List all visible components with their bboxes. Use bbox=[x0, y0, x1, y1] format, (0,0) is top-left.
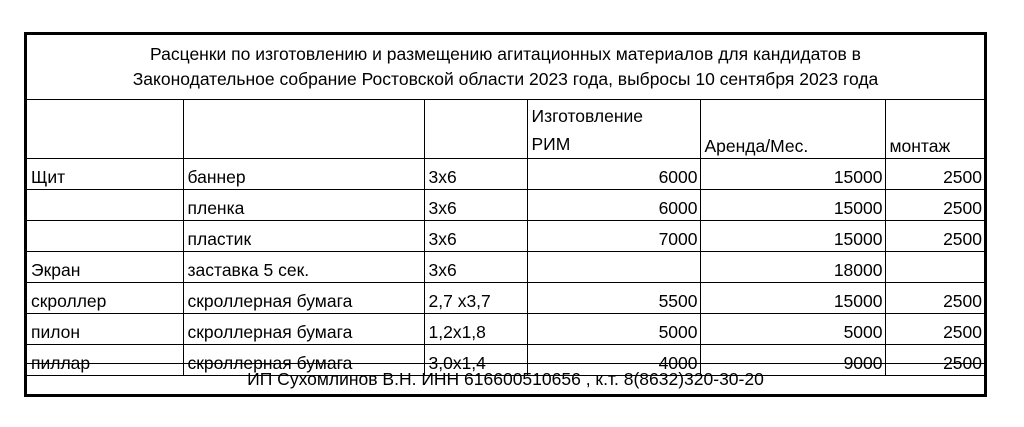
cell-material: скроллерная бумага bbox=[183, 283, 424, 314]
cell-mounting: 2500 bbox=[885, 345, 984, 376]
cell-type bbox=[27, 190, 183, 221]
table-row bbox=[27, 159, 984, 190]
sheet-title bbox=[27, 35, 984, 100]
cell-mounting: 2500 bbox=[885, 314, 984, 345]
cell-rent: 18000 bbox=[700, 252, 885, 283]
cell-size: 2,7 х3,7 bbox=[424, 283, 527, 314]
price-table bbox=[27, 100, 984, 376]
table-row bbox=[27, 190, 984, 221]
cell-material: заставка 5 сек. bbox=[183, 252, 424, 283]
cell-material: пластик bbox=[183, 221, 424, 252]
cell-type: пиллар bbox=[27, 345, 183, 376]
header-cell-material bbox=[183, 100, 424, 159]
cell-size: 3x6 bbox=[424, 159, 527, 190]
cell-rent: 5000 bbox=[700, 314, 885, 345]
header-cell-type bbox=[27, 100, 183, 159]
cell-production: 5000 bbox=[527, 314, 700, 345]
table-row bbox=[27, 221, 984, 252]
cell-type bbox=[27, 221, 183, 252]
cell-rent: 15000 bbox=[700, 283, 885, 314]
cell-rent: 15000 bbox=[700, 221, 885, 252]
cell-material: пленка bbox=[183, 190, 424, 221]
cell-production bbox=[527, 252, 700, 283]
cell-production: 7000 bbox=[527, 221, 700, 252]
header-cell-rent: Аренда/Мес. bbox=[700, 100, 885, 159]
title-line-2: Законодательное собрание Ростовской области 2023 года, выбросы 10 сентября 2023 года bbox=[132, 69, 879, 89]
table-row bbox=[27, 314, 984, 345]
header-cell-mounting: монтаж bbox=[885, 100, 984, 159]
cell-size: 3x6 bbox=[424, 252, 527, 283]
cell-mounting: 2500 bbox=[885, 221, 984, 252]
cell-mounting: 2500 bbox=[885, 159, 984, 190]
cell-rent: 9000 bbox=[700, 345, 885, 376]
cell-material: баннер bbox=[183, 159, 424, 190]
cell-material: скроллерная бумага bbox=[183, 345, 424, 376]
cell-size: 3,0х1,4 bbox=[424, 345, 527, 376]
cell-rent: 15000 bbox=[700, 190, 885, 221]
cell-mounting: 2500 bbox=[885, 283, 984, 314]
cell-production: 4000 bbox=[527, 345, 700, 376]
cell-material: скроллерная бумага bbox=[183, 314, 424, 345]
cell-production: 5500 bbox=[527, 283, 700, 314]
cell-mounting bbox=[885, 252, 984, 283]
title-line-1: Расценки по изготовлению и размещению агитационных материалов для кандидатов в bbox=[150, 44, 861, 64]
header-production-line-1: Изготовление bbox=[531, 106, 644, 126]
table-header-row bbox=[27, 100, 984, 159]
cell-type: пилон bbox=[27, 314, 183, 345]
table-row bbox=[27, 252, 984, 283]
cell-type: скроллер bbox=[27, 283, 183, 314]
contact-footer: ИП Сухомлинов В.Н. ИНН 616600510656 , к.т. 8(8632)320-30-20 bbox=[27, 363, 984, 394]
table-row bbox=[27, 283, 984, 314]
cell-size: 1,2х1,8 bbox=[424, 314, 527, 345]
cell-type: Щит bbox=[27, 159, 183, 190]
header-production-line-2: РИМ bbox=[531, 134, 571, 154]
cell-type: Экран bbox=[27, 252, 183, 283]
cell-production: 6000 bbox=[527, 159, 700, 190]
cell-size: 3x6 bbox=[424, 190, 527, 221]
cell-production: 6000 bbox=[527, 190, 700, 221]
header-cell-size bbox=[424, 100, 527, 159]
cell-size: 3x6 bbox=[424, 221, 527, 252]
price-sheet bbox=[24, 32, 987, 397]
header-cell-production bbox=[527, 100, 700, 159]
cell-mounting: 2500 bbox=[885, 190, 984, 221]
cell-rent: 15000 bbox=[700, 159, 885, 190]
